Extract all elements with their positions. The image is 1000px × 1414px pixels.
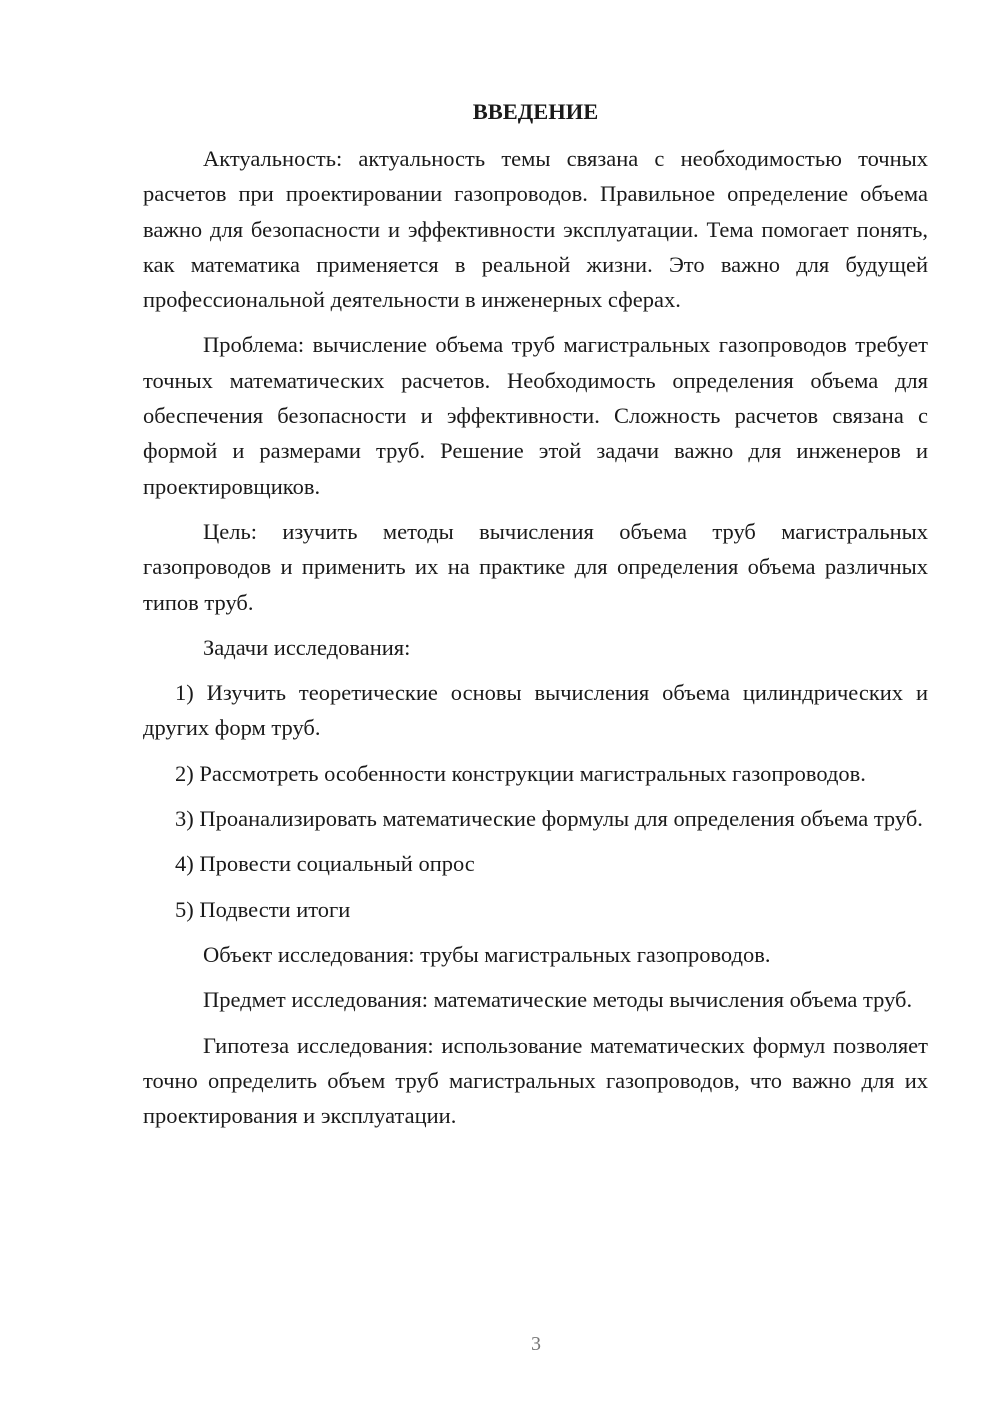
- paragraph-relevance: Актуальность: актуальность темы связана с необходимостью точных расчетов при проектировании газопроводов. Правильное определение объема важно для безопасности и эффективности эксплуатации. Тема помогает понять, как математика применяется в реальной жизни. Это важно для будущей профессиональной деятельности в инженерных сферах.: [143, 146, 928, 313]
- paragraph-hypothesis: Гипотеза исследования: использование математических формул позволяет точно определить объем труб магистральных газопроводов, что важно для их проектирования и эксплуатации.: [143, 1032, 928, 1129]
- task-item-1: 1) Изучить теоретические основы вычисления объема цилиндрических и других форм труб.: [143, 680, 928, 741]
- section-heading: ВВЕДЕНИЕ: [472, 99, 599, 124]
- task-item-5: 5) Подвести итоги: [175, 896, 351, 922]
- page-number: 3: [531, 1333, 541, 1355]
- paragraph-object: Объект исследования: трубы магистральных газопроводов.: [203, 941, 771, 967]
- task-item-3: 3) Проанализировать математические формулы для определения объема труб.: [175, 806, 923, 832]
- paragraph-problem: Проблема: вычисление объема труб магистральных газопроводов требует точных математических расчетов. Необходимость определения объема для обеспечения безопасности и эффективности. Сложность расчетов связана с формой и размерами труб. Решение этой задачи важно для инженеров и проектировщиков.: [143, 332, 928, 499]
- page-content: [143, 94, 928, 1143]
- tasks-heading: Задачи исследования:: [203, 634, 411, 660]
- task-item-2: 2) Рассмотреть особенности конструкции магистральных газопроводов.: [175, 760, 866, 786]
- paragraph-goal: Цель: изучить методы вычисления объема труб магистральных газопроводов и применить их на практике для определения объема различных типов труб.: [143, 518, 928, 615]
- paragraph-subject: Предмет исследования: математические методы вычисления объема труб.: [203, 987, 913, 1013]
- task-item-4: 4) Провести социальный опрос: [175, 851, 475, 877]
